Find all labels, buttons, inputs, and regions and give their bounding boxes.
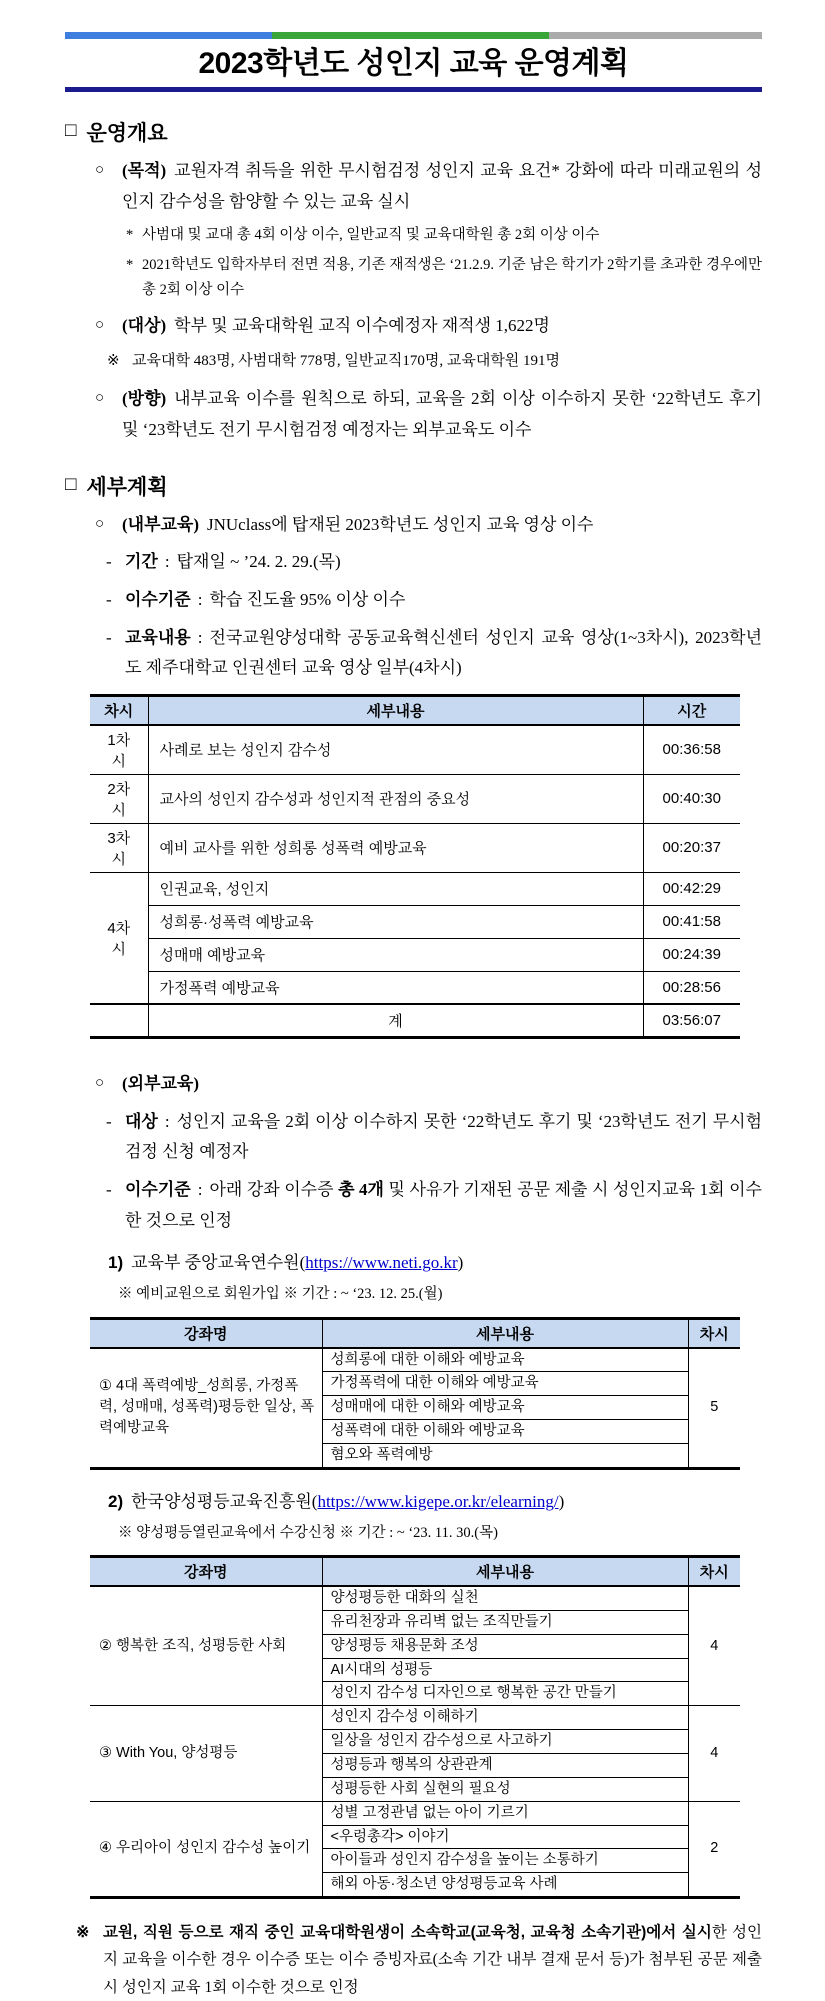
column-header-sessions: 차시 xyxy=(688,1318,740,1348)
empty-cell xyxy=(90,1004,148,1037)
column-header-content: 세부내용 xyxy=(322,1318,688,1348)
time-cell: 00:24:39 xyxy=(643,938,740,971)
total-time-cell: 03:56:07 xyxy=(643,1004,740,1037)
content-cell: 성희롱·성폭력 예방교육 xyxy=(148,905,643,938)
reference-mark-icon: ※ xyxy=(76,1924,90,1942)
table-row xyxy=(90,971,740,1004)
item-content xyxy=(106,623,762,684)
provider-1-number: 1) xyxy=(108,1253,124,1273)
direction-label: (방향) xyxy=(122,388,167,408)
table-row xyxy=(90,1706,740,1730)
content-cell: 사례로 보는 성인지 감수성 xyxy=(148,725,643,775)
column-header-sessions: 차시 xyxy=(688,1557,740,1587)
title-underline xyxy=(65,87,762,92)
dash-bullet-icon: - xyxy=(106,627,112,647)
item-external-target-body xyxy=(125,1107,762,1168)
neti-course-table xyxy=(90,1317,740,1470)
paragraph-purpose xyxy=(95,156,762,218)
content-cell: 성평등한 사회 실현의 필요성 xyxy=(322,1777,688,1801)
content-cell: 인권교육, 성인지 xyxy=(148,872,643,905)
open-paren: ( xyxy=(311,1491,318,1511)
content-cell: 혐오와 폭력예방 xyxy=(322,1443,688,1468)
total-row xyxy=(90,1004,740,1037)
content-cell: 양성평등 채용문화 조성 xyxy=(322,1634,688,1658)
colon-separator: : xyxy=(164,1111,170,1131)
time-cell: 00:42:29 xyxy=(643,872,740,905)
bottom-footnote-bold: 교원, 직원 등으로 재직 중인 교육대학원생이 소속학교(교육청, 교육청 소속기관)에서 실시 xyxy=(103,1924,712,1942)
item-external-criteria-bold: 총 4개 xyxy=(338,1179,384,1199)
close-paren: ) xyxy=(558,1491,565,1511)
target-breakdown-text: 교육대학 483명, 사범대학 778명, 일반교직170명, 교육대학원 191명 xyxy=(132,353,561,370)
internal-education-text: JNUclass에 탑재된 2023학년도 성인지 교육 영상 이수 xyxy=(207,514,594,534)
time-cell: 00:36:58 xyxy=(643,725,740,775)
content-cell: 일상을 성인지 감수성으로 사고하기 xyxy=(322,1730,688,1754)
time-cell: 00:40:30 xyxy=(643,774,740,823)
session-cell: 1차시 xyxy=(90,725,148,775)
item-criteria-label: 이수기준 xyxy=(125,590,191,610)
asterisk-icon: * xyxy=(126,256,134,273)
colon-separator: : xyxy=(197,627,203,647)
dash-bullet-icon: - xyxy=(106,552,112,572)
sessions-cell: 4 xyxy=(688,1706,740,1801)
table-header-row xyxy=(90,695,740,725)
provider-1-note: ※ 예비교원으로 회원가입 ※ 기간 : ~ ‘23. 12. 25.(월) xyxy=(118,1286,443,1303)
circle-bullet-icon: ○ xyxy=(95,1074,105,1091)
paragraph-target xyxy=(95,311,762,342)
square-bullet-icon: □ xyxy=(65,120,77,142)
external-education-label: (외부교육) xyxy=(122,1073,200,1093)
content-cell: 성인지 감수성 디자인으로 행복한 공간 만들기 xyxy=(322,1682,688,1706)
purpose-body xyxy=(122,156,762,218)
provider-2-number: 2) xyxy=(108,1491,124,1511)
item-external-criteria-pre: 아래 강좌 이수증 xyxy=(209,1179,339,1199)
footnote-requirement-1 xyxy=(126,223,762,248)
header-color-bar xyxy=(65,32,762,39)
item-external-criteria-label: 이수기준 xyxy=(125,1179,191,1199)
section-heading-detail xyxy=(65,471,762,501)
paragraph-external-education xyxy=(95,1069,762,1100)
colon-separator: : xyxy=(164,552,170,572)
section-heading-overview-text: 운영개요 xyxy=(86,122,168,146)
table-row xyxy=(90,905,740,938)
item-period-text: 탑재일 ~ ’24. 2. 29.(목) xyxy=(176,552,341,572)
circle-bullet-icon: ○ xyxy=(95,162,105,179)
content-cell: 예비 교사를 위한 성희롱 성폭력 예방교육 xyxy=(148,823,643,872)
circle-bullet-icon: ○ xyxy=(95,389,105,406)
internal-education-table xyxy=(90,694,740,1039)
dash-bullet-icon: - xyxy=(106,590,112,610)
table-row xyxy=(90,1801,740,1825)
bottom-footnote xyxy=(76,1919,762,2001)
header-bar-segment-blue xyxy=(65,32,272,39)
table-header-row xyxy=(90,1318,740,1348)
provider-2-name: 한국양성평등교육진흥원 xyxy=(131,1491,312,1511)
course-cell: ① 4대 폭력예방_성희롱, 가정폭력, 성매매, 성폭력)평등한 일상, 폭력예방교육 xyxy=(90,1348,322,1469)
item-period xyxy=(106,547,762,578)
direction-text: 내부교육 이수를 원칙으로 하되, 교육을 2회 이상 이수하지 못한 ‘22학년도 후기 및 ‘23학년도 전기 무시험검정 예정자는 외부교육도 이수 xyxy=(122,388,762,439)
content-cell: <우렁총각> 이야기 xyxy=(322,1825,688,1849)
session-cell: 3차시 xyxy=(90,823,148,872)
provider-1-line xyxy=(108,1249,762,1276)
table-row xyxy=(90,725,740,775)
column-header-course: 강좌명 xyxy=(90,1557,322,1587)
provider-1-name: 교육부 중앙교육연수원 xyxy=(131,1253,300,1273)
purpose-label: (목적) xyxy=(122,161,167,181)
course-cell: ③ With You, 양성평등 xyxy=(90,1706,322,1801)
item-external-target-text: 성인지 교육을 2회 이상 이수하지 못한 ‘22학년도 후기 및 ‘23학년도 전기 무시험검정 신청 예정자 xyxy=(125,1111,762,1162)
time-cell: 00:20:37 xyxy=(643,823,740,872)
course-cell: ② 행복한 조직, 성평등한 사회 xyxy=(90,1586,322,1706)
column-header-content: 세부내용 xyxy=(148,695,643,725)
table-row xyxy=(90,823,740,872)
table-row xyxy=(90,872,740,905)
asterisk-icon: * xyxy=(126,227,134,244)
table-header-row xyxy=(90,1557,740,1587)
footnote-requirement-2 xyxy=(126,253,762,302)
content-cell: 가정폭력에 대한 이해와 예방교육 xyxy=(322,1372,688,1396)
target-label: (대상) xyxy=(122,316,167,336)
content-cell: 가정폭력 예방교육 xyxy=(148,971,643,1004)
colon-separator: : xyxy=(197,590,203,610)
target-text: 학부 및 교육대학원 교직 이수예정자 재적생 1,622명 xyxy=(174,316,550,336)
footnote-requirement-2-text: 2021학년도 입학자부터 전면 적용, 기존 재적생은 ‘21.2.9. 기준 남은 학기가 2학기를 초과한 경우에만 총 2회 이상 이수 xyxy=(142,256,762,298)
content-cell: 해외 아동·청소년 양성평등교육 사례 xyxy=(322,1873,688,1898)
content-cell: AI시대의 성평등 xyxy=(322,1658,688,1682)
target-body xyxy=(122,311,762,342)
kigepe-link[interactable]: https://www.kigepe.or.kr/elearning/ xyxy=(317,1491,559,1511)
item-criteria xyxy=(106,585,762,616)
item-content-body xyxy=(125,623,762,684)
bottom-footnote-rest: 한 성인지 교육을 이수한 경우 이수증 또는 이수 증빙자료(소속 기간 내부 결재 문서 등)가 첨부된 공문 제출 시 성인지 교육 1회 이수한 것으로 인정 xyxy=(103,1924,763,1996)
colon-separator: : xyxy=(197,1179,203,1199)
provider-2-line xyxy=(108,1488,762,1515)
content-cell: 성매매에 대한 이해와 예방교육 xyxy=(322,1396,688,1420)
internal-education-body xyxy=(122,510,762,541)
column-header-content: 세부내용 xyxy=(322,1557,688,1587)
item-external-target xyxy=(106,1107,762,1168)
square-bullet-icon: □ xyxy=(65,473,77,495)
open-paren: ( xyxy=(299,1253,306,1273)
content-cell: 유리천장과 유리벽 없는 조직만들기 xyxy=(322,1610,688,1634)
content-cell: 아이들과 성인지 감수성을 높이는 소통하기 xyxy=(322,1849,688,1873)
neti-link[interactable]: https://www.neti.go.kr xyxy=(305,1253,458,1273)
section-heading-overview xyxy=(65,117,762,147)
table-row xyxy=(90,1348,740,1372)
paragraph-direction xyxy=(95,384,762,446)
column-header-time: 시간 xyxy=(643,695,740,725)
external-education-body xyxy=(122,1069,762,1100)
item-period-label: 기간 xyxy=(125,552,158,572)
time-cell: 00:28:56 xyxy=(643,971,740,1004)
close-paren: ) xyxy=(457,1253,464,1273)
paragraph-internal-education xyxy=(95,510,762,541)
item-content-label: 교육내용 xyxy=(125,627,191,647)
header-bar-segment-gray xyxy=(549,32,762,39)
column-header-session: 차시 xyxy=(90,695,148,725)
section-heading-detail-text: 세부계획 xyxy=(86,475,168,499)
content-cell: 성평등과 행복의 상관관계 xyxy=(322,1754,688,1778)
item-criteria-body xyxy=(125,585,762,616)
item-external-criteria-body xyxy=(125,1175,762,1236)
circle-bullet-icon: ○ xyxy=(95,515,105,532)
item-external-criteria-post: 및 사유가 기재된 공문 제출 시 성인지교육 1회 이수한 것으로 인정 xyxy=(125,1179,762,1230)
target-breakdown-note xyxy=(107,349,762,375)
session-cell: 4차시 xyxy=(90,872,148,1004)
content-cell: 성별 고정관념 없는 아이 기르기 xyxy=(322,1801,688,1825)
content-cell: 성폭력에 대한 이해와 예방교육 xyxy=(322,1420,688,1444)
provider-2-note: ※ 양성평등열린교육에서 수강신청 ※ 기간 : ~ ‘23. 11. 30.(목) xyxy=(118,1524,498,1541)
direction-body xyxy=(122,384,762,446)
item-external-criteria xyxy=(106,1175,762,1236)
session-cell: 2차시 xyxy=(90,774,148,823)
kigepe-course-table xyxy=(90,1555,740,1899)
item-criteria-text: 학습 진도율 95% 이상 이수 xyxy=(209,590,406,610)
content-cell: 성희롱에 대한 이해와 예방교육 xyxy=(322,1348,688,1372)
item-period-body xyxy=(125,547,762,578)
table-row xyxy=(90,938,740,971)
sessions-cell: 5 xyxy=(688,1348,740,1469)
reference-mark-icon: ※ xyxy=(107,353,120,370)
content-cell: 성매매 예방교육 xyxy=(148,938,643,971)
document-title: 2023학년도 성인지 교육 운영계획 xyxy=(198,47,629,80)
table-row xyxy=(90,1586,740,1610)
sessions-cell: 2 xyxy=(688,1801,740,1897)
content-cell: 양성평등한 대화의 실천 xyxy=(322,1586,688,1610)
purpose-text: 교원자격 취득을 위한 무시험검정 성인지 교육 요건* 강화에 따라 미래교원의 성인지 감수성을 함양할 수 있는 교육 실시 xyxy=(122,161,762,212)
course-cell: ④ 우리아이 성인지 감수성 높이기 xyxy=(90,1801,322,1897)
column-header-course: 강좌명 xyxy=(90,1318,322,1348)
content-cell: 교사의 성인지 감수성과 성인지적 관점의 중요성 xyxy=(148,774,643,823)
time-cell: 00:41:58 xyxy=(643,905,740,938)
bottom-footnote-body xyxy=(103,1919,762,2001)
footnote-requirement-1-text: 사범대 및 교대 총 4회 이상 이수, 일반교직 및 교육대학원 총 2회 이상 이수 xyxy=(142,227,600,244)
header-bar-segment-green xyxy=(272,32,549,39)
item-content-text: 전국교원양성대학 공동교육혁신센터 성인지 교육 영상(1~3차시), 2023학년도 제주대학교 인권센터 교육 영상 일부(4차시) xyxy=(125,627,762,678)
content-cell: 성인지 감수성 이해하기 xyxy=(322,1706,688,1730)
table-row xyxy=(90,774,740,823)
circle-bullet-icon: ○ xyxy=(95,317,105,334)
internal-education-label: (내부교육) xyxy=(122,514,200,534)
sessions-cell: 4 xyxy=(688,1586,740,1706)
dash-bullet-icon: - xyxy=(106,1179,112,1199)
document-content xyxy=(0,32,825,2001)
total-label-cell: 계 xyxy=(148,1004,643,1037)
document-page xyxy=(0,32,825,1996)
item-external-target-label: 대상 xyxy=(125,1111,158,1131)
dash-bullet-icon: - xyxy=(106,1111,112,1131)
